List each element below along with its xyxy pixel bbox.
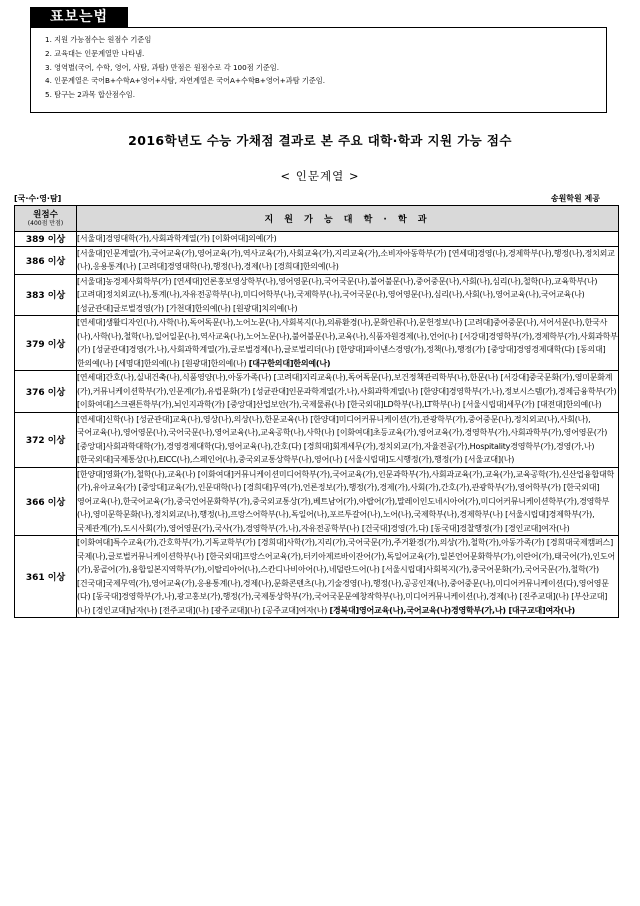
univ-list-text: [연세대]간호(나),실내건축(나),식품영양(나),아동가족(나) [고려대]지리교육(나),독어독문(나),보건정책관리학부(나),한문(나) [서강대]중국문화(가),영미문화계(가),커뮤니케이션학부(가),인문계(가),유럽문화(가) [성균관대]인문과학계열(가,나),사회과학계열(나) [한양대]경영학부(가,나),정보시스템(가),경제금융학부(가) [이화여대]스크랜튼학부(가),뇌인지과학(가) [중앙대]산업보안(가),국제물류(나) [한국외대]LD학부(나),LT학부(나) [서울시립대]세무(가) [대전대]한의예(나) — [77, 373, 617, 409]
score-cell: 383 이상 — [15, 274, 77, 316]
guide-title: 표보는법 — [30, 7, 128, 27]
univ-list-text: [연세대]생활디자인(나),사학(나),독어독문(나),노어노문(나),사회복지(나),의류환경(나),문화인류(나),문헌정보(나) [고려대]중어중문(나),서어서문(나),한국사(나),사학(나),철학(나),일어일문(나),역사교육(나),노어노문(나),불어불문(나),교육(나),식품자원경제(나),언어(나) [서강대]경영학부(가),경제학부(가),사회과학부(가) [성균관대]경영(가,나),사회과학계열(가),글로벌경제(나),글로벌리더(나) [한양대]파이낸스경영(가),정책(나),행정(가) [중앙대]경영경제대학(다) [동의대]한의예(나) [세명대]한의예(나) [원광대]한의예(나) — [77, 318, 618, 368]
guide-note: 1. 지원 가능점수는 원점수 기준임 — [45, 35, 152, 44]
table-row — [15, 274, 619, 316]
score-cell: 366 이상 — [15, 467, 77, 536]
provider-credit: 송원학원 제공 — [550, 194, 600, 203]
score-cell: 376 이상 — [15, 371, 77, 413]
univ-cell — [77, 316, 619, 371]
page-title: 2016학년도 수능 가채점 결과로 본 주요 대학·학과 지원 가능 점수 — [128, 133, 512, 148]
score-table — [14, 205, 619, 618]
univ-list-text: [서울대]인문계열(가),국어교육(가),영어교육(가),역사교육(가),사회교육(가),지리교육(가),소비자아동학부(가) [연세대]경영(나),경제학부(나),행정(나),정치외교(나),응용통계(나) [고려대]경영대학(나),행정(나),경제(나) [경희대]한의예(나) — [77, 248, 615, 271]
univ-cell — [77, 467, 619, 536]
guide-notes — [31, 28, 606, 102]
table-row — [15, 412, 619, 467]
table-row — [15, 536, 619, 618]
table-row — [15, 316, 619, 371]
guide-note: 4. 인문계열은 국어B+수학A+영어+사탐, 자연계열은 국어A+수학B+영어+과탐 기준임. — [45, 76, 326, 86]
univ-list-text: [연세대]신학(나) [성균관대]교육(나),영상(나),의상(나),한문교육(나) [한양대]미디어커뮤니케이션(가),관광학부(가),중어중문(나),정치외교(나),사회(나),국어교육(나),영어영문(나),국어국문(나),영어교육(나),교육공학(나),사학(나) [이화여대]초등교육(가),영어교육(가),경영학부(가),사회과학부(가),영어영문(가) [중앙대]사회과학대학(가),경영경제대학(다),영어교육(나),간호(다) [경희대]회계세무(가),정치외교(가),자율전공(가),Hospitality경영학부(가),경영(가,나) [한국외대]국제통상(나),EICC(나),스페인어(나),중국외교통상학부(나),영어(나) [서울시립대]도시행정(가),행정(가) [서울교대](나) — [77, 414, 608, 464]
table-row — [15, 246, 619, 274]
univ-cell — [77, 232, 619, 247]
score-cell: 389 이상 — [15, 232, 77, 247]
header-score-sub: (400점 만점) — [27, 219, 64, 227]
score-cell: 361 이상 — [15, 536, 77, 618]
guide-note: 3. 영역별(국어, 수학, 영어, 사탐, 과탐) 만점은 원점수로 각 100점 기준임. — [45, 62, 280, 72]
guide-note: 5. 탐구는 2과목 합산점수임. — [45, 90, 136, 100]
univ-list-text: [이화여대]특수교육(가),간호학부(가),기독교학부(가) [경희대]사학(가),지리(가),국어국문(가),주거환경(가),의상(가),철학(가),아동가족(가) [경희대국제캠퍼스]국제(나),글로벌커뮤니케이션학부(나) [한국외대]프랑스어교육(가),터키아제르바이잔어(가),독일어교육(가),일본언어문화학부(가),이란어(가),태국어(가),인도어(가),몽골어(가),융합일본지역학부(가),이탈리아어(나),스칸디나비아어(나),네덜란드어(나) [서울시립대]사회복지(가),중국어문화(가),국어국문(가),철학(가) [건국대]국제무역(가),영어교육(가),응용통계(나),경제(나),문화콘텐츠(나),기술경영(나),행정(나),공공인재(나),중어중문(나),미디어커뮤니케이션(다),영어영문(다) [동국대]경영학부(가,나),광고홍보(가),행정(가),국제통상학부(가),국어국문문예창작학부(나),미디어커뮤니케이션(나),경제(나) [진주교대](나) [부산교대](나) [경인교대]남자(나) [전주교대](나) [광주교대](나) [공주교대]여자(나) — [77, 538, 616, 615]
univ-list-bold: [경북대]영어교육(나),국어교육(나)경영학부(가,나) [대구교대]여자(나) — [329, 605, 575, 615]
univ-cell — [77, 412, 619, 467]
header-university: 지 원 가 능 대 학 · 학 과 — [77, 206, 619, 232]
univ-cell — [77, 536, 619, 618]
guide-box — [30, 27, 607, 113]
table-row — [15, 371, 619, 413]
univ-cell — [77, 371, 619, 413]
univ-cell — [77, 274, 619, 316]
univ-list-bold: [대구한의대]한의예(나) — [248, 358, 331, 368]
univ-cell — [77, 246, 619, 274]
table-row — [15, 232, 619, 247]
score-cell: 372 이상 — [15, 412, 77, 467]
section-title: < 인문계열 > — [280, 169, 360, 183]
univ-list-text: [한양대]영화(가),철학(나),교육(나) [이화여대]커뮤니케이션미디어학부(가),국어교육(가),인문과학부(가),사회과교육(가),교육(가),교육공학(가),신산업융합대학(가),유아교육(가) [중앙대]교육(가),인문대학(나) [경희대]무역(가),언론정보(가),행정(가),경제(가),사회(가),간호(가),관광학부(가),영어학부(가) [한국외대]영어교육(나),한국어교육(가),중국언어문화학부(가),중국외교통상(가),베트남어(가),아랍어(가),말레이인도네시아어(가),미디어커뮤니케이션학부(가),경영학부(나),영미문학문화(나),정치외교(나),행정(나),프랑스어학부(나),독일어(나),포르투갈어(나),노어(나),국제학부(나),경제학부(나) [서울시립대]경제학부(가),국제관계(가),도시사회(가),영어영문(가),국사(가),경영학부(가,나),자유전공학부(나) [건국대]경영(가,다) [동국대]경찰행정(가) [경인교대]여자(나) — [77, 469, 615, 533]
header-score — [15, 206, 77, 232]
score-cell: 386 이상 — [15, 246, 77, 274]
univ-list-text: [서울대]농경제사회학부(가) [연세대]언론홍보영상학부(나),영어영문(나),국어국문(나),불어불문(나),중어중문(나),사회(나),심리(나),철학(나),교육학부(나) [고려대]정치외교(나),통계(나),자유전공학부(나),미디어학부(나),국제학부(나),국어국문(나),영어영문(나),심리(나),사회(나),영어교육(나),국어교육(나) [성균관대]글로벌경영(가) [가천대]한의예(나) [원광대]치의예(나) — [77, 276, 598, 313]
table-header-row — [15, 206, 619, 232]
subject-tag: [국·수·영·탐] — [14, 194, 62, 203]
table-row — [15, 467, 619, 536]
score-cell: 379 이상 — [15, 316, 77, 371]
header-score-label: 원점수 — [33, 209, 58, 220]
univ-list-text: [서울대]경영대학(가),사회과학계열(가) [이화여대]의예(가) — [77, 234, 277, 243]
guide-note: 2. 교육대는 인문계열만 나타냄. — [45, 48, 145, 58]
